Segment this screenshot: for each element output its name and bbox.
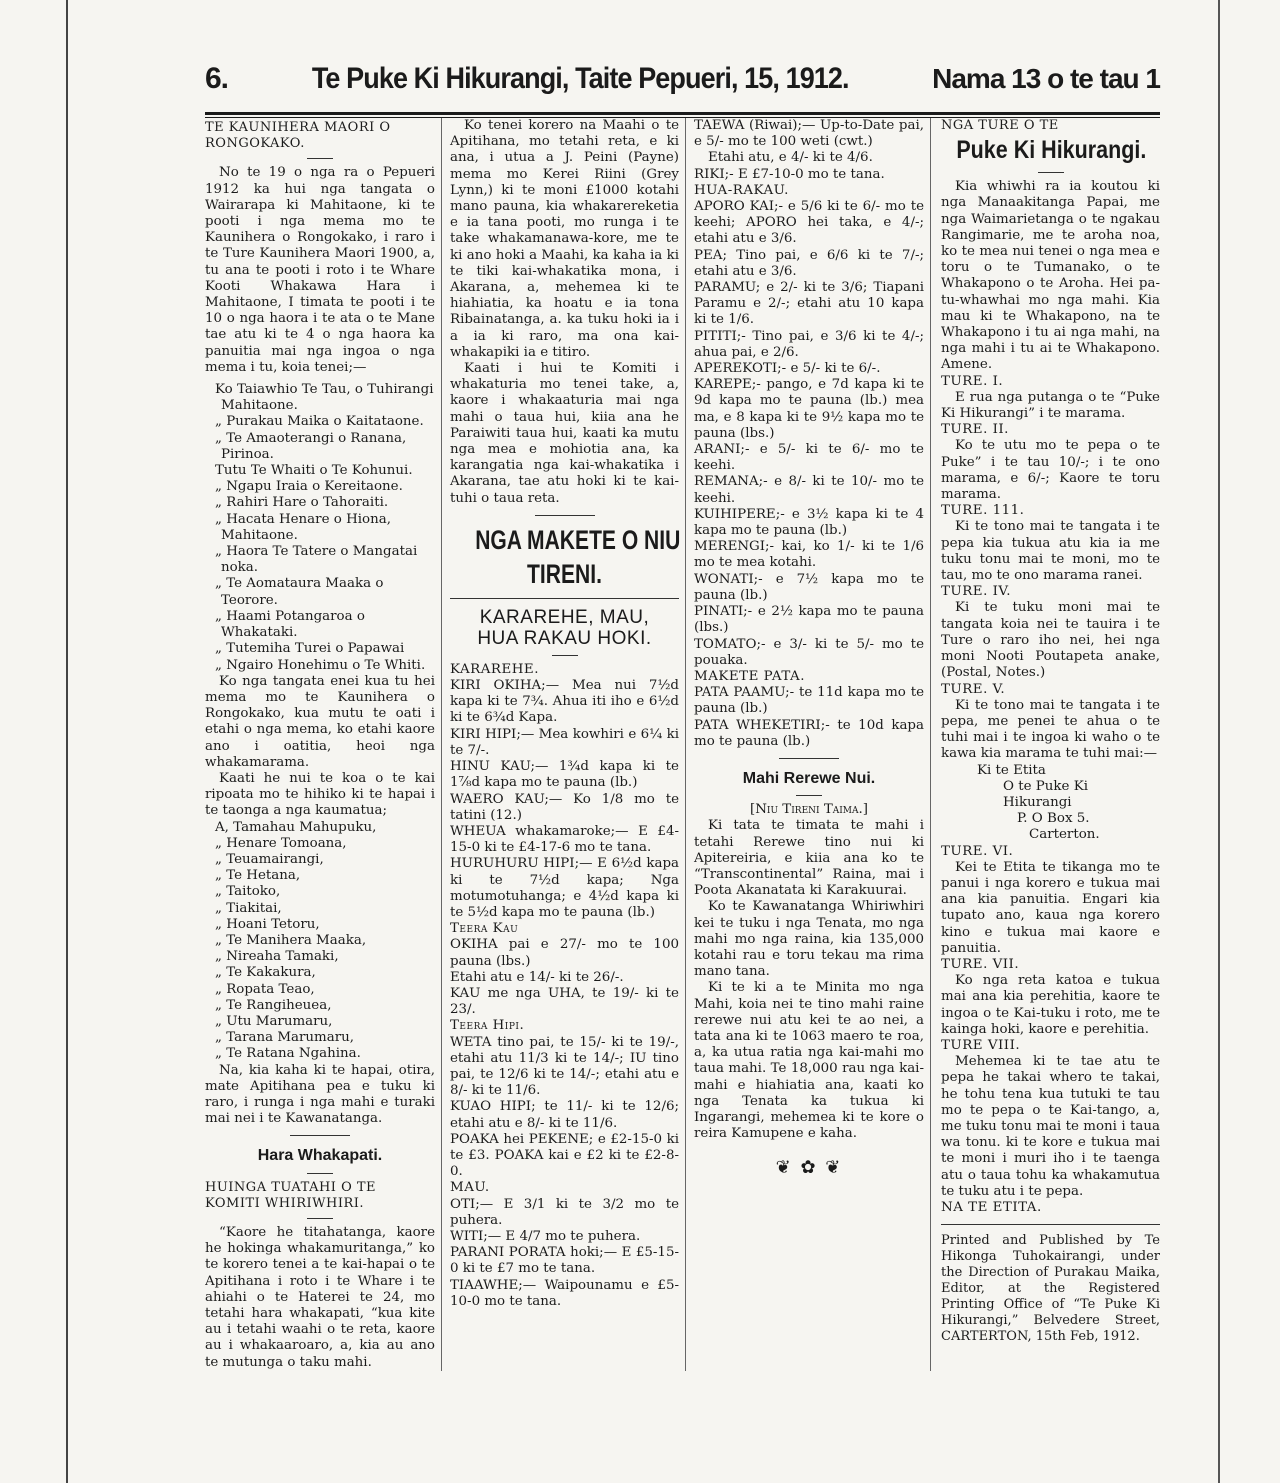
column-3 bbox=[685, 118, 930, 1371]
price-item: RIKI;- E £7-10-0 mo te tana. bbox=[694, 166, 885, 182]
price-item: WAERO KAU;— Ko 1/8 mo te tatini (12.) bbox=[450, 791, 679, 823]
page-edge-right bbox=[1218, 0, 1220, 1483]
list-item: „ Te Rangiheuea, bbox=[215, 997, 332, 1013]
rule-heading: TURE VIII. bbox=[941, 1037, 1021, 1053]
divider bbox=[796, 795, 822, 796]
price-item: ARANI;- e 5/- ki te 6/- mo te keehi. bbox=[694, 442, 924, 474]
list-item: „ Nireaha Tamaki, bbox=[215, 949, 339, 965]
paragraph: Ko nga tangata enei kua tu hei mema mo te Kaunihera o Rongokako, kua mutu te oati i etahi o nga mema, ko etahi kaore ano i oatitia, heoi nga whakamarama. bbox=[205, 673, 435, 770]
price-item: KIRI HIPI;— Mea kowhiri e 6¼ ki te 7/-. bbox=[450, 726, 679, 758]
paragraph: Kaati he nui te koa o te kai ripoata mo te hihiko ki te hapai i te taonga a nga kaumatua; bbox=[205, 770, 435, 819]
list-item: „ Ngapu Iraia o Kereitaone. bbox=[215, 479, 403, 495]
paragraph: Ki tata te timata te mahi i tetahi Rerewe tino nui ki Apitereiria, e kiia ana ko te “Transcontinental” Raina, mai i Poota Akanatata ki Karakuurai. bbox=[694, 818, 924, 899]
price-item: KIRI OKIHA;— Mea nui 7½d kapa ki te 7¾. Ahua iti iho e 6½d ki te 6¾d Kapa. bbox=[450, 678, 679, 726]
category-label: Teera Hipi. bbox=[450, 1018, 525, 1034]
rule-heading: TURE. V. bbox=[941, 681, 1006, 697]
price-item: TAEWA (Riwai);— Up-to-Date pai, e 5/- mo te 100 weti (cwt.) bbox=[694, 118, 924, 150]
list-item: „ Te Kakakura, bbox=[215, 965, 316, 981]
list-item: „ Purakau Maika o Kaitataone. bbox=[215, 414, 424, 430]
price-item: KUAO HIPI; te 11/- ki te 12/6; etahi atu e 8/- ki te 11/6. bbox=[450, 1099, 679, 1131]
price-item: APORO KAI;- e 5/6 ki te 6/- mo te keehi; APORO hei taka, e 4/-; etahi atu e 3/6. bbox=[694, 199, 924, 247]
article-source: [Niu Tireni Taima.] bbox=[749, 802, 869, 818]
category-label: Teera Kau bbox=[450, 921, 519, 937]
price-item: PARANI PORATA hoki;— E £5-15-0 ki te £7 mo te tana. bbox=[450, 1245, 679, 1277]
masthead-title: Te Puke Ki Hikurangi, Taite Pepueri, 15, 1912. bbox=[311, 62, 849, 95]
paragraph: Ko te Kawanatanga Whiriwhiri kei te tuku i nga Tenata, mo nga mahi mo nga raina, kia 135,000 kotahi rau e toru tekau ma rima mano tana. bbox=[694, 899, 924, 980]
signoff: NA TE ETITA. bbox=[941, 1200, 1042, 1215]
rule-heading: TURE. IV. bbox=[941, 584, 1011, 600]
price-item: PINATI;- e 2½ kapa mo te pauna (lbs.) bbox=[694, 604, 924, 636]
paragraph: Na, kia kaha ki te hapai, otira, mate Apitihana pea e tuku ki raro, i runga i nga mahi e turaki mai nei i te Kawanatanga. bbox=[205, 1062, 435, 1127]
paragraph: Kei te Etita te tikanga mo te panui i nga korero e tukua mai ana kia panuitia. Engari kia tupato ano, kaua nga korero kino e tukua mai kaore e panuitia. bbox=[941, 859, 1160, 956]
price-item: WHEUA whakamaroke;— E £4-15-0 ki te £4-17-6 mo te tana. bbox=[450, 823, 679, 856]
category-label: HUA-RAKAU. bbox=[694, 182, 789, 198]
price-item: OTI;— E 3/1 ki te 3/2 mo te puhera. bbox=[450, 1196, 679, 1228]
address-line: O te Puke Ki Hikurangi bbox=[1003, 778, 1089, 810]
masthead bbox=[205, 62, 1160, 108]
address-line: Ki te Etita bbox=[977, 762, 1046, 778]
list-item: „ Ropata Teao, bbox=[215, 981, 315, 997]
price-item: KUIHIPERE;- e 3½ kapa ki te 4 kapa mo te pauna (lb.) bbox=[694, 506, 924, 539]
columns bbox=[205, 118, 1160, 1371]
paragraph: Ki te tono mai te tangata i te pepa kia tukua atu kia ia me tuku tonu mai te moni, mo te tau, mo te ono marama ranei. bbox=[941, 519, 1160, 584]
list-item: „ Utu Marumaru, bbox=[215, 1013, 333, 1029]
divider bbox=[779, 758, 839, 759]
price-item: PARAMU; e 2/- ki te 3/6; Tiapani Paramu e 2/-; etahi atu 10 kapa ki te 1/6. bbox=[694, 280, 924, 328]
list-item: „ Tarana Marumaru, bbox=[215, 1030, 354, 1046]
subheading-line: KARAREHE, MAU, bbox=[479, 606, 650, 628]
price-item: OKIHA pai e 27/- mo te 100 pauna (lbs.) bbox=[450, 937, 679, 969]
section-heading: NGA TURE O TE bbox=[941, 118, 1059, 133]
paragraph: Ki te tuku moni mai te tangata koia nei te tauira i te Ture o raro iho nei, hei nga moni Nooti Poutapeta anake, (Postal, Notes.) bbox=[941, 600, 1160, 681]
price-item: Etahi atu e 14/- ki te 26/-. bbox=[450, 969, 624, 985]
page-number: 6. bbox=[205, 62, 229, 95]
paragraph: No te 19 o nga ra o Pepueri 1912 ka hui nga tangata o Wairarapa ki Mahitaone, ki te pooti i nga mema mo te Kaunihera o Rongokako, i raro i te Ture Kaunihera Maori 1900, a, tu ana te pooti i roto i te Whare Kooti Whakawa Hara i Mahitaone, I timata te pooti i te 10 o nga haora i te ata o te Mane tae atu ki te 4 o nga haora ka panuitia mai nga ingoa o nga mema i tu, koia tenei;— bbox=[205, 165, 435, 375]
list-item: Tutu Te Whaiti o Te Kohunui. bbox=[215, 463, 413, 479]
category-label: MAKETE PATA. bbox=[694, 668, 805, 684]
category-label: MAU. bbox=[450, 1180, 490, 1196]
price-item: KAU me nga UHA, te 19/- ki te 23/. bbox=[450, 985, 679, 1018]
list-item: „ Taitoko, bbox=[215, 884, 281, 900]
divider bbox=[307, 1218, 333, 1219]
subheading-line: HUA RAKAU HOKI. bbox=[477, 627, 652, 649]
price-item: TIAAWHE;— Waipounamu e £5-10-0 mo te tana. bbox=[450, 1277, 679, 1309]
subheading: HUINGA TUATAHI O TE bbox=[205, 1179, 377, 1195]
list-item: „ Te Aomataura Maaka o Teorore. bbox=[215, 576, 384, 608]
paragraph: Ki te tono mai te tangata i te pepa, me penei te ahua o te tuhi mai i te ingoa ki waho o te kawa kia marama te tuhi mai:— bbox=[941, 697, 1160, 762]
list-item: „ Henare Tomoana, bbox=[215, 835, 347, 851]
address-line: P. O Box 5. bbox=[1017, 811, 1090, 827]
article-heading: Mahi Rerewe Nui. bbox=[742, 769, 876, 787]
divider bbox=[535, 515, 595, 516]
price-item: POAKA hei PEKENE; e £2-15-0 ki te £3. POAKA kai e £2 ki te £2-8-0. bbox=[450, 1131, 679, 1180]
list-item: „ Haami Potangaroa o Whakataki. bbox=[215, 608, 365, 641]
price-item: WETA tino pai, te 15/- ki te 19/-, etahi atu 11/3 ki te 14/-; IU tino pai, te 12/6 ki te 14/-; etahi atu e 8/- ki te 11/6. bbox=[450, 1034, 679, 1099]
section-heading: NGA MAKETE O NIU bbox=[475, 524, 681, 555]
paragraph: “Kaore he titahatanga, kaore he hokinga whakamuritanga,” ko te korero tenei a te kai-hapai o te Apitihana i roto i te Whare i te ahiahi o te Haterei te 24, mo tetahi hara whakapati, “kua kite au i tetahi waahi o te reta, kaore au i whakaaroaro, a, kia au ano te mutunga o taku mahi. bbox=[205, 1225, 435, 1370]
column-2 bbox=[441, 118, 685, 1371]
paragraph: Ko te utu mo te pepa o te Puke” i te tau 10/-; i te ono marama, e 6/-; Kaore te toru marama. bbox=[941, 438, 1160, 503]
price-item: TOMATO;- e 3/- ki te 5/- mo te pouaka. bbox=[694, 636, 924, 668]
list-item: „ Tiakitai, bbox=[215, 900, 282, 916]
section-heading-line2: TIRENI. bbox=[527, 558, 602, 589]
rule-heading: TURE. VII. bbox=[941, 956, 1020, 972]
list-item: „ Te Amaoterangi o Ranana, Pirinoa. bbox=[215, 430, 407, 462]
section-title: Puke Ki Hikurangi. bbox=[956, 136, 1147, 165]
price-item: PITITI;- Tino pai, e 3/6 ki te 4/-; ahua pai, e 2/6. bbox=[694, 328, 924, 360]
page-edge-left bbox=[66, 0, 68, 1483]
issue-number: Nama 13 o te tau 1 bbox=[932, 63, 1160, 94]
divider bbox=[307, 1173, 333, 1174]
column-4 bbox=[930, 118, 1160, 1371]
price-item: HURUHURU HIPI;— E 6½d kapa ki te 7½d kapa; Nga motumotuhanga; e 4½d kapa ki te 5½d kapa mo te pauna (lb.) bbox=[450, 856, 679, 920]
price-item: HINU KAU;— 1¾d kapa ki te 1⅞d kapa mo te pauna (lb.) bbox=[450, 759, 679, 791]
list-item: „ Haora Te Tatere o Mangatai noka. bbox=[215, 544, 418, 576]
rule-heading: TURE. 111. bbox=[941, 503, 1025, 519]
divider bbox=[290, 1135, 350, 1136]
list-item: „ Te Manihera Maaka, bbox=[215, 932, 367, 948]
price-item: Etahi atu, e 4/- ki te 4/6. bbox=[708, 150, 873, 166]
list-item: „ Tutemiha Turei o Papawai bbox=[215, 641, 405, 657]
rule-heading: TURE. II. bbox=[941, 422, 1009, 438]
list-item: „ Teuamairangi, bbox=[215, 851, 324, 867]
member-list bbox=[205, 382, 435, 674]
price-item: WONATI;- e 7½ kapa mo te pauna (lb.) bbox=[694, 571, 924, 603]
list-item: Ko Taiawhio Te Tau, o Tuhirangi Mahitaone. bbox=[215, 382, 434, 414]
elders-list bbox=[205, 820, 435, 1063]
subheading-line2: KOMITI WHIRIWHIRI. bbox=[205, 1195, 365, 1211]
column-1 bbox=[205, 118, 441, 1371]
list-item: „ Te Hetana, bbox=[215, 868, 301, 884]
divider bbox=[307, 158, 333, 159]
price-item: APEREKOTI;- e 5/- ki te 6/-. bbox=[694, 361, 881, 377]
imprint: Printed and Published by Te Hikonga Tuhokairangi, under the Direction of Purakau Maika, Editor, at the Registered Printing Office of “Te Puke Ki Hikurangi,” Belvedere Street, CARTERTON, 15th Feb, 1912. bbox=[941, 1233, 1160, 1345]
ornament-icon: ❦ ✿ ❦ bbox=[775, 1157, 843, 1179]
price-item: PATA PAAMU;- te 11d kapa mo te pauna (lb.) bbox=[694, 685, 924, 717]
category-label: KARAREHE. bbox=[450, 661, 539, 677]
article-heading: Hara Whakapati. bbox=[257, 1147, 383, 1165]
price-item: MERENGI;- kai, ko 1/- ki te 1/6 mo te mea kotahi. bbox=[694, 539, 924, 571]
list-item: „ Hoani Tetoru, bbox=[215, 916, 320, 932]
divider bbox=[552, 655, 578, 656]
paragraph: Ki te ki a te Minita mo nga Mahi, koia nei te tino mahi raine rerewe nui atu kei te ao nei, a tata ana ki te 1063 maero te roa, a, ka utua ratia nga kai-mahi mo taua mahi. Te 18,000 rau nga kai-mahi e hiahiatia ana, kaati ko nga Tenata ka tukua ki Ingarangi, mehemea ki te kore o reira Kamupene e kaha. bbox=[694, 980, 924, 1142]
list-item: „ Ngairo Honehimu o Te Whiti. bbox=[215, 657, 426, 673]
masthead-rule bbox=[205, 112, 1160, 115]
price-item: REMANA;- e 8/- ki te 10/- mo te keehi. bbox=[694, 474, 924, 506]
article-heading-line2: RONGOKAKO. bbox=[205, 136, 305, 152]
list-item: „ Rahiri Hare o Tahoraiti. bbox=[215, 495, 389, 511]
list-item: „ Hacata Henare o Hiona, Mahitaone. bbox=[215, 511, 391, 543]
subheading bbox=[450, 607, 679, 649]
rule-heading: TURE. I. bbox=[941, 373, 1004, 389]
postal-address bbox=[941, 763, 1160, 844]
newspaper-page bbox=[205, 62, 1160, 1371]
rule-heading: TURE. VI. bbox=[941, 843, 1014, 859]
paragraph: Kaati i hui te Komiti i whakaturia mo tenei take, a, kaore i whakaaturia mai nga mahi o taua hui, kiia ana he Paraiwiti taua hui, kaati ka mutu nga mea e mohiotia ana, ka karangatia nga kai-whakatika i Akarana, tae atu hoki ki te kai-tuhi o taua reta. bbox=[450, 361, 679, 506]
price-item: PATA WHEKETIRI;- te 10d kapa mo te pauna (lb.) bbox=[694, 717, 924, 749]
list-item: A, Tamahau Mahupuku, bbox=[215, 819, 377, 835]
paragraph: Mehemea ki te tae atu te pepa he takai whero te takai, he tohu tena kua tutuki te tau mo te pepa o te Kai-tango, a, me tuku tonu mai te moni i taua wa tonu. ki te kore e tukua mai te moni i muri iho i te taenga atu o taua tohu ka whakamutua te tuku atu i te pepa. bbox=[941, 1054, 1160, 1199]
price-item: WITI;— E 4/7 mo te puhera. bbox=[450, 1228, 641, 1244]
paragraph: E rua nga putanga o te “Puke Ki Hikurangi” i te marama. bbox=[941, 389, 1160, 422]
paragraph: Kia whiwhi ra ia koutou ki nga Manaakitanga Papai, me nga Waimarietanga o te ngakau Rangimarie, me te aroha noa, ko te mea nui tenei o nga mea e toru o te Tumanako, o te Whakapono o te Aroha. Hei pa-tu-whawhai mo nga mahi. Kia mau ki te Whakapono, na te Whakapono i tu ai nga mahi, na nga mahi i tu ai te Whakapono. Amene. bbox=[941, 179, 1160, 373]
list-item: „ Te Ratana Ngahina. bbox=[215, 1046, 361, 1062]
divider bbox=[450, 598, 679, 599]
price-item: PEA; Tino pai, e 6/6 ki te 7/-; etahi atu e 3/6. bbox=[694, 247, 924, 279]
article-heading: TE KAUNIHERA MAORI O bbox=[205, 120, 391, 135]
paragraph: Ko tenei korero na Maahi o te Apitihana, mo tetahi reta, e ki ana, i utua a J. Peini (Payne) mema mo Kerei Riini (Grey Lynn,) ki te moni £1000 kotahi mano pauna, kia whakarereketia e ia tana pooti, mo runga i te take whakamanawa-kore, me te ki ano hoki a Maahi, ka kaha ia ki te tiki kai-whakatika mona, i Akarana, a, mehemea ki te hiahiatia, ka hoatu e ia tona Ribainatanga, a. ka tuku hoki ia i a ia ki raro, ma ona kai-whakapiki ia e titiro. bbox=[450, 118, 679, 360]
divider bbox=[941, 1224, 1160, 1225]
price-item: KAREPE;- pango, e 7d kapa ki te 9d kapa mo te pauna (lb.) mea ma, e 8 kapa ki te 9½ kapa mo te pauna (lbs.) bbox=[694, 377, 924, 441]
divider bbox=[1038, 172, 1064, 173]
address-line: Carterton. bbox=[1029, 827, 1100, 843]
paragraph: Ko nga reta katoa e tukua mai ana kia perehitia, kaore te ingoa o te Kai-tuku i roto, me te kainga hoki, kaore e perehitia. bbox=[941, 973, 1160, 1037]
